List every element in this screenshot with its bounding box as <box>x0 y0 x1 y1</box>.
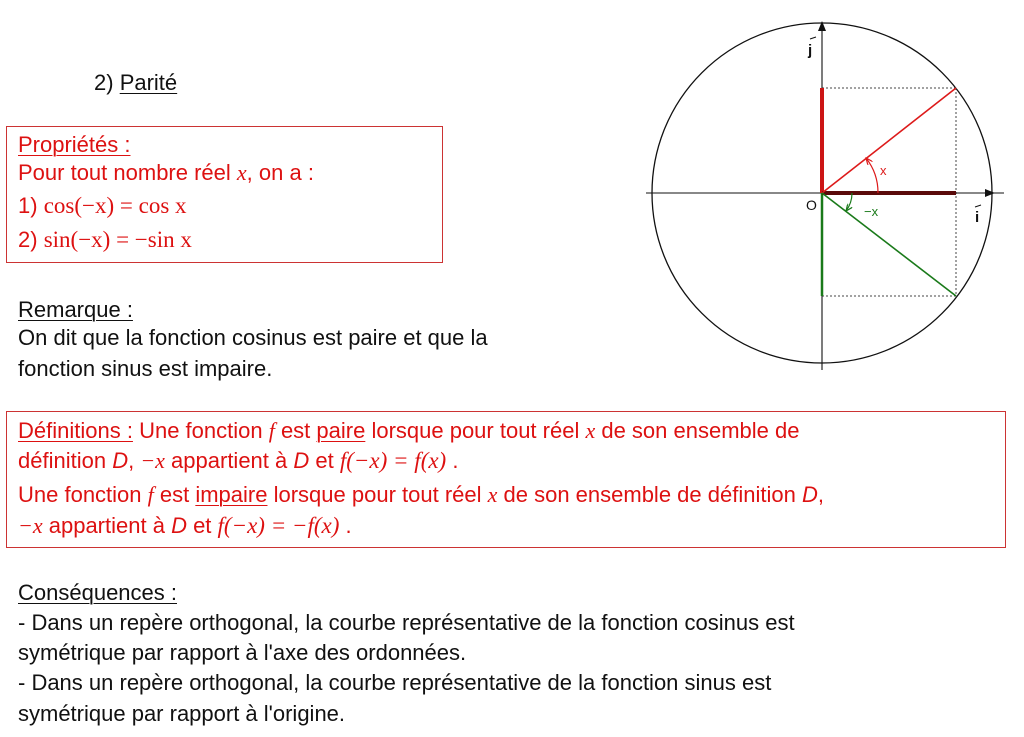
text: . <box>339 513 352 538</box>
section-title-text: Parité <box>119 70 178 95</box>
intro-var: x <box>236 160 247 185</box>
keyword-paire: paire <box>316 418 366 443</box>
text: lorsque pour tout réel <box>365 418 586 443</box>
vector-i-label: i <box>975 209 980 226</box>
remark-line-2: fonction sinus est impaire. <box>18 356 273 381</box>
var-f: f <box>268 418 275 443</box>
vector-j-label: j <box>808 42 813 59</box>
property-number: 2) <box>18 227 38 252</box>
consequence-line-3: - Dans un repère orthogonal, la courbe représentative de la fonction sinus est <box>18 670 772 695</box>
consequence-line-4: symétrique par rapport à l'origine. <box>18 701 346 726</box>
angle-arc-negative <box>846 193 852 211</box>
text: de son ensemble de définition <box>497 482 802 507</box>
text: est <box>274 418 317 443</box>
var-minus-x: −x <box>140 448 165 473</box>
var-D: D <box>293 448 310 473</box>
text: Une fonction <box>18 482 148 507</box>
definition-even-line-1 <box>18 418 800 444</box>
definition-even-line-2 <box>18 448 458 474</box>
text: et <box>309 448 340 473</box>
definitions-heading: Définitions : <box>18 418 133 443</box>
consequence-line-1: - Dans un repère orthogonal, la courbe représentative de la fonction cosinus est <box>18 610 795 635</box>
ray-negative-angle <box>822 193 956 296</box>
text: . <box>446 448 459 473</box>
section-number: 2) <box>94 70 114 95</box>
definition-odd-line-2 <box>18 513 352 539</box>
var-f: f <box>147 482 154 507</box>
consequence-line-2: symétrique par rapport à l'axe des ordonnées. <box>18 640 467 665</box>
vector-j-arrow-icon <box>810 37 816 39</box>
text: et <box>186 513 218 538</box>
intro-text: Pour tout nombre réel <box>18 160 237 185</box>
text: définition <box>18 448 113 473</box>
angle-arc-positive <box>866 158 878 193</box>
remark-line-1: On dit que la fonction cosinus est paire et que la <box>18 325 488 350</box>
origin-label: O <box>806 197 817 213</box>
formula-even: f(−x) = f(x) <box>339 448 447 473</box>
var-x: x <box>487 482 498 507</box>
property-formula: cos(−x) = cos x <box>43 193 187 218</box>
formula-odd: f(−x) = −f(x) <box>217 513 340 538</box>
intro-text-end: , on a : <box>246 160 314 185</box>
vector-i-arrow-icon <box>975 205 981 207</box>
text: , <box>817 482 824 507</box>
text: de son ensemble de <box>595 418 800 443</box>
property-number: 1) <box>18 193 38 218</box>
ray-positive-angle <box>822 88 956 193</box>
angle-label-x: x <box>880 163 887 178</box>
var-D: D <box>112 448 129 473</box>
var-D: D <box>171 513 187 538</box>
var-x: x <box>585 418 596 443</box>
properties-heading: Propriétés : <box>18 132 131 157</box>
text: appartient à <box>164 448 294 473</box>
angle-label-minus-x: −x <box>864 204 879 219</box>
keyword-impaire: impaire <box>195 482 268 507</box>
definition-odd-line-1 <box>18 482 824 508</box>
text: appartient à <box>42 513 172 538</box>
remark-heading: Remarque : <box>18 297 133 322</box>
property-formula: sin(−x) = −sin x <box>43 227 192 252</box>
var-minus-x: −x <box>18 513 43 538</box>
text: Une fonction <box>132 418 269 443</box>
consequences-heading: Conséquences : <box>18 580 177 605</box>
text: , <box>128 448 141 473</box>
var-D: D <box>801 482 818 507</box>
text: est <box>153 482 196 507</box>
text: lorsque pour tout réel <box>267 482 488 507</box>
